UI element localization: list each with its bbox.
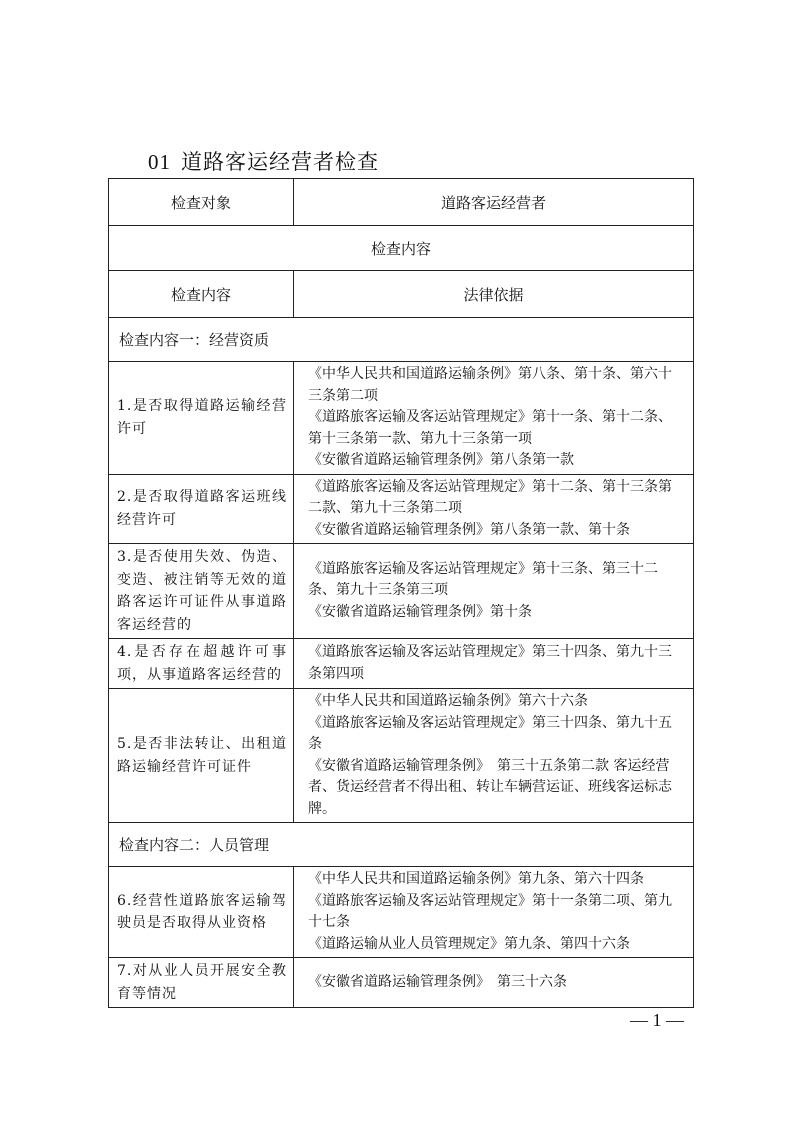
law-basis-7 <box>294 958 694 1008</box>
law-line: 《道路旅客运输及客运站管理规定》第十二条、第十三条第二款、第九十三条第二项 <box>308 478 672 516</box>
check-item-1: 1.是否取得道路运输经营许可 <box>109 362 294 475</box>
check-item-3: 3.是否使用失效、伪造、变造、被注销等无效的道路客运许可证件从事道路客运经营的 <box>109 544 294 639</box>
law-line: 《道路旅客运输及客运站管理规定》第三十四条、第九十五条 <box>308 714 672 752</box>
col-law-header: 法律依据 <box>294 271 694 318</box>
law-basis-1 <box>294 362 694 475</box>
law-basis-4 <box>294 639 694 689</box>
law-line: 《道路旅客运输及客运站管理规定》第十一条第二项、第九十七条 <box>308 892 672 930</box>
check-item-7: 7.对从业人员开展安全教育等情况 <box>109 958 294 1008</box>
check-item-5: 5.是否非法转让、出租道路运输经营许可证件 <box>109 689 294 823</box>
page-title <box>148 146 379 176</box>
object-value: 道路客运经营者 <box>294 179 694 226</box>
law-line: 《中华人民共和国道路运输条例》第六十六条 <box>308 693 588 709</box>
law-line: 《安徽省道路运输管理条例》第八条第一款 <box>308 452 574 468</box>
law-basis-3 <box>294 544 694 639</box>
law-line: 《安徽省道路运输管理条例》第十条 <box>308 603 532 620</box>
law-line: 《道路旅客运输及客运站管理规定》第三十四条、第九十三条第四项 <box>308 644 672 682</box>
content-heading: 检查内容 <box>109 226 694 271</box>
law-line: 《安徽省道路运输管理条例》 第三十六条 <box>308 973 567 990</box>
object-label: 检查对象 <box>109 179 294 226</box>
law-line: 《安徽省道路运输管理条例》 第三十五条第二款 客运经营者、货运经营者不得出租、转让车辆营运证、班线客运标志牌。 <box>308 757 672 817</box>
page-number: — 1 — <box>630 1010 684 1030</box>
inspection-table <box>108 178 694 1008</box>
law-line: 《道路旅客运输及客运站管理规定》第十一条、第十二条、第十三条第一款、第九十三条第一项 <box>308 409 672 447</box>
check-item-2: 2.是否取得道路客运班线经营许可 <box>109 474 294 544</box>
law-line: 《道路运输从业人员管理规定》第九条、第四十六条 <box>308 935 630 952</box>
law-basis-5 <box>294 689 694 823</box>
law-basis-6 <box>294 867 694 958</box>
title-number: 01 <box>148 150 171 174</box>
section-heading-2: 检查内容二：人员管理 <box>109 823 694 867</box>
law-line: 《中华人民共和国道路运输条例》第九条、第六十四条 <box>308 871 644 887</box>
check-item-4: 4.是否存在超越许可事项，从事道路客运经营的 <box>109 639 294 689</box>
law-line: 《道路旅客运输及客运站管理规定》第十三条、第三十二条、第九十三条第三项 <box>308 560 658 599</box>
law-line: 《安徽省道路运输管理条例》第八条第一款、第十条 <box>308 521 630 538</box>
law-line: 《中华人民共和国道路运输条例》第八条、第十条、第六十三条第二项 <box>308 366 672 404</box>
section-heading-1: 检查内容一：经营资质 <box>109 318 694 362</box>
law-basis-2 <box>294 474 694 544</box>
title-text: 道路客运经营者检查 <box>181 150 379 174</box>
col-content-header: 检查内容 <box>109 271 294 318</box>
check-item-6: 6.经营性道路旅客运输驾驶员是否取得从业资格 <box>109 867 294 958</box>
